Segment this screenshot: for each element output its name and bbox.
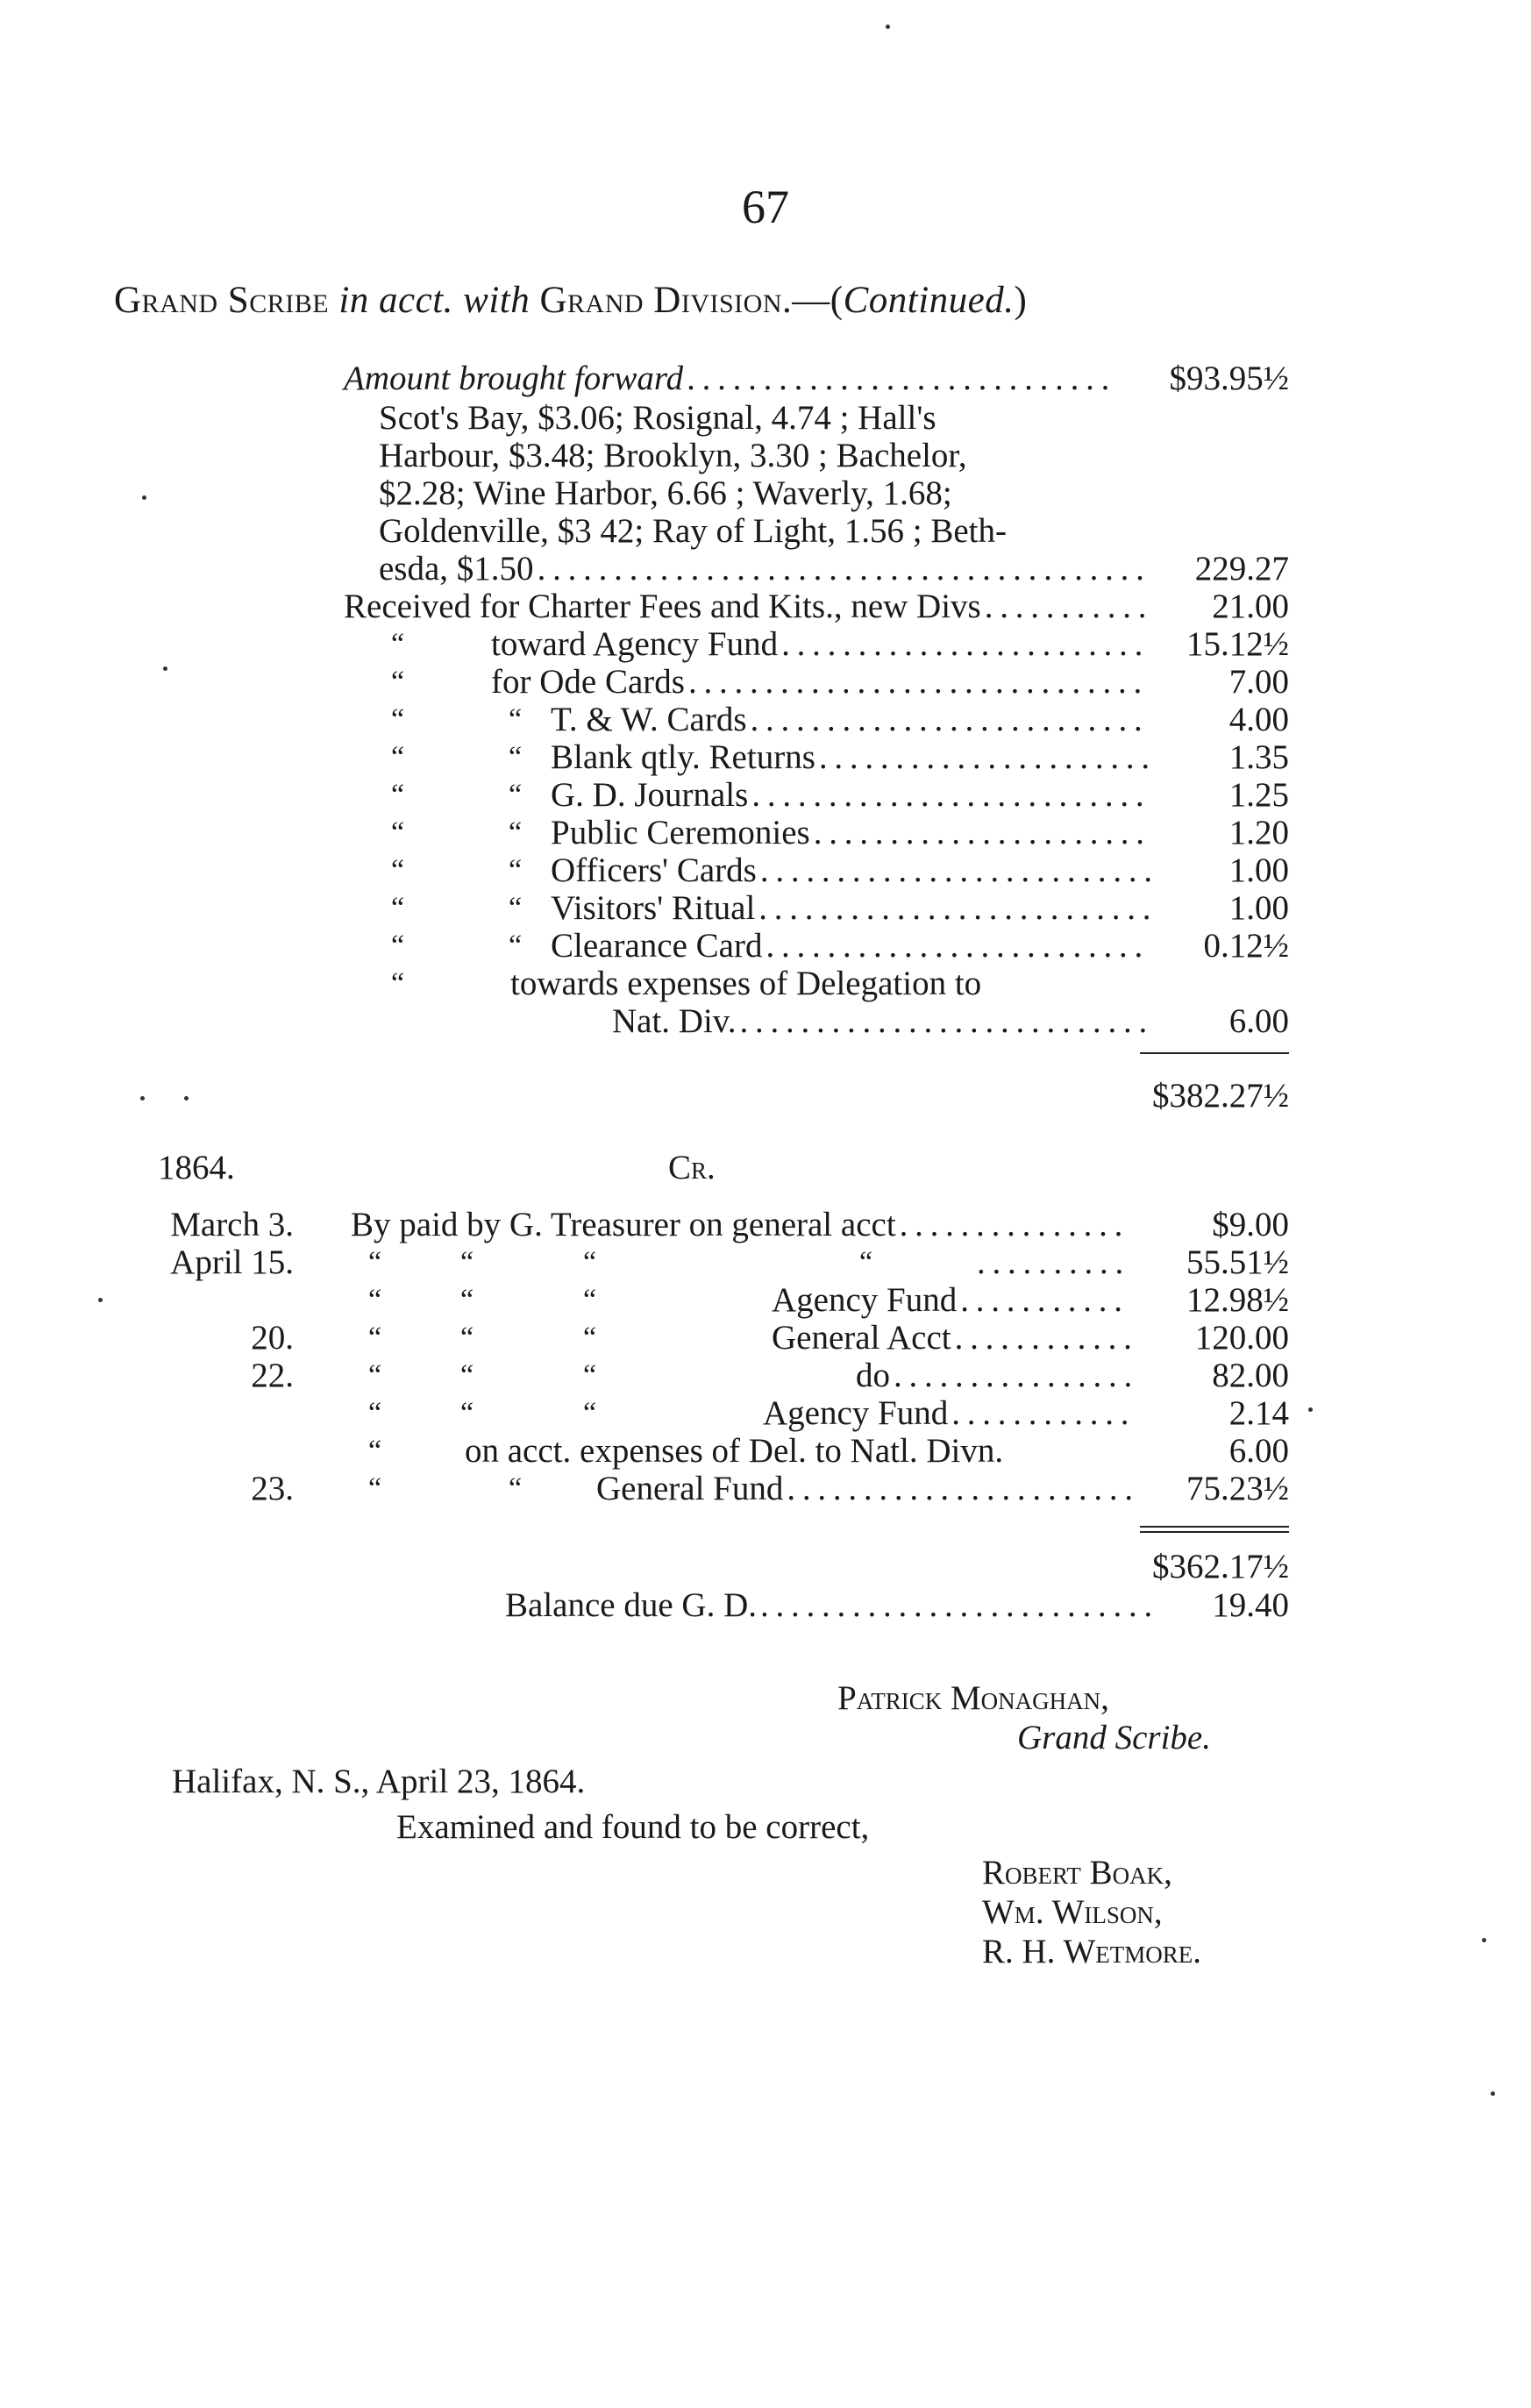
ditto-mark: “ xyxy=(391,854,405,887)
receipt-item-label: Blank qtly. Returns xyxy=(551,738,815,776)
receipt-item-label: Officers' Cards xyxy=(551,851,757,889)
ditto-mark: “ xyxy=(391,779,405,811)
receipt-item-label: toward Agency Fund xyxy=(491,625,779,663)
inner-ditto-mark: “ xyxy=(509,892,523,924)
ditto-mark: “ xyxy=(368,1246,382,1279)
ditto-mark: “ xyxy=(460,1322,474,1354)
scan-speck xyxy=(886,25,890,29)
ditto-mark: “ xyxy=(368,1435,382,1467)
receipt-item-amount: 1.20 xyxy=(1228,814,1289,851)
receipt-item-label: Public Ceremonies xyxy=(551,814,810,851)
ditto-mark: “ xyxy=(391,930,405,962)
receipt-item-amount: 0.12½ xyxy=(1203,927,1289,965)
credit-description: General Acct xyxy=(772,1319,951,1357)
credit-row xyxy=(0,1206,1531,1244)
place-date: Halifax, N. S., April 23, 1864. xyxy=(172,1763,586,1800)
examined-statement: Examined and found to be correct, xyxy=(396,1808,870,1846)
ditto-mark: “ xyxy=(460,1397,474,1429)
scan-speck xyxy=(1491,2091,1495,2096)
receipt-item-amount: 1.00 xyxy=(1228,889,1289,927)
receipt-item-row xyxy=(0,851,1531,890)
credit-description: By paid by G. Treasurer on general acct xyxy=(351,1206,896,1243)
ditto-mark: “ xyxy=(583,1397,597,1429)
credit-amount: 55.51½ xyxy=(1186,1243,1289,1281)
credit-row xyxy=(0,1319,1531,1357)
inner-ditto-mark: “ xyxy=(509,779,523,811)
credit-description: on acct. expenses of Del. to Natl. Divn. xyxy=(465,1432,1004,1470)
divisions-line-1: Scot's Bay, $3.06; Rosignal, 4.74 ; Hall's xyxy=(379,399,936,437)
ditto-mark: “ xyxy=(583,1359,597,1392)
divisions-line-2: Harbour, $3.48; Brooklyn, 3.30 ; Bachelor, xyxy=(379,437,967,474)
ditto-mark: “ xyxy=(368,1397,382,1429)
auditor-1: Robert Boak, xyxy=(982,1854,1172,1891)
credit-date: 23. xyxy=(251,1470,294,1507)
auditor-2: Wm. Wilson, xyxy=(982,1893,1163,1931)
signatory-name: Patrick Monaghan, xyxy=(837,1679,1109,1717)
delegation-row-2 xyxy=(0,1002,1531,1041)
ditto-mark: “ xyxy=(391,741,405,773)
credit-amount: 120.00 xyxy=(1194,1319,1289,1357)
receipt-item-label: T. & W. Cards xyxy=(551,701,747,738)
delegation-line-1: towards expenses of Delegation to xyxy=(510,965,982,1002)
credit-amount: 82.00 xyxy=(1212,1357,1289,1394)
credits-total-rule-2 xyxy=(1140,1531,1289,1533)
balance-amount: 19.40 xyxy=(1212,1586,1289,1624)
divisions-total-row xyxy=(0,550,1531,588)
credit-amount: 75.23½ xyxy=(1186,1470,1289,1507)
heading-in-acct-with: in acct. with xyxy=(338,280,531,321)
credit-description: Agency Fund xyxy=(772,1281,958,1319)
credit-row xyxy=(0,1357,1531,1395)
inner-ditto-mark: “ xyxy=(509,703,523,736)
delegation-row-1 xyxy=(0,965,1531,1003)
ditto-mark: “ xyxy=(460,1246,474,1279)
inner-ditto-mark: “ xyxy=(509,854,523,887)
credit-description: do xyxy=(856,1357,890,1394)
receipt-item-amount: 1.00 xyxy=(1228,851,1289,889)
inner-ditto-mark: “ xyxy=(509,930,523,962)
credit-amount: 12.98½ xyxy=(1186,1281,1289,1319)
divisions-amount: 229.27 xyxy=(1194,550,1289,588)
divisions-last: esda, $1.50 xyxy=(379,550,534,588)
ditto-mark: “ xyxy=(368,1322,382,1354)
ditto-mark: “ xyxy=(391,703,405,736)
credit-row xyxy=(0,1432,1531,1471)
balance-label: Balance due G. D. xyxy=(505,1586,757,1624)
credits-total-row xyxy=(0,1548,1531,1586)
receipts-total-rule xyxy=(1140,1052,1289,1054)
scan-speck xyxy=(98,1298,103,1302)
receipt-item-amount: 1.35 xyxy=(1228,738,1289,776)
heading-dash: —( xyxy=(792,280,844,321)
charter-amount: 21.00 xyxy=(1212,588,1289,625)
receipt-item-label: for Ode Cards xyxy=(491,663,685,701)
credit-amount: 6.00 xyxy=(1228,1432,1289,1470)
credit-date: March 3. xyxy=(170,1206,294,1243)
cr-label: Cr. xyxy=(668,1149,716,1186)
scan-speck xyxy=(140,1096,145,1101)
scan-speck xyxy=(1482,1938,1486,1942)
receipt-item-amount: 4.00 xyxy=(1228,701,1289,738)
inner-ditto-mark: “ xyxy=(509,816,523,849)
receipts-total: $382.27½ xyxy=(1152,1077,1289,1115)
inner-ditto-mark: “ xyxy=(509,741,523,773)
ditto-mark: “ xyxy=(583,1322,597,1354)
ditto-mark: “ xyxy=(859,1246,873,1279)
scan-speck xyxy=(142,495,146,500)
ditto-mark: “ xyxy=(368,1472,382,1505)
scan-speck xyxy=(184,1096,189,1101)
delegation-amount: 6.00 xyxy=(1228,1002,1289,1040)
charter-label: Received for Charter Fees and Kits., new Divs xyxy=(344,588,981,625)
divisions-line-4: Goldenville, $3 42; Ray of Light, 1.56 ; Beth- xyxy=(379,512,1007,550)
receipt-item-label: Clearance Card xyxy=(551,927,763,965)
receipt-item-row xyxy=(0,889,1531,928)
credit-row xyxy=(0,1281,1531,1320)
receipt-item-label: G. D. Journals xyxy=(551,776,749,814)
ditto-mark: “ xyxy=(460,1359,474,1392)
balance-row xyxy=(0,1586,1531,1625)
charter-fees-row xyxy=(0,588,1531,626)
credit-row xyxy=(0,1394,1531,1433)
ditto-mark: “ xyxy=(391,628,405,660)
ditto-mark: “ xyxy=(583,1284,597,1316)
receipt-item-amount: 1.25 xyxy=(1228,776,1289,814)
credits-total-rule-1 xyxy=(1140,1526,1289,1528)
brought-forward-label: Amount brought forward xyxy=(344,360,684,397)
credit-amount: 2.14 xyxy=(1228,1394,1289,1432)
credit-amount: $9.00 xyxy=(1212,1206,1289,1243)
receipt-item-row xyxy=(0,776,1531,815)
receipt-item-row xyxy=(0,738,1531,777)
ditto-mark: “ xyxy=(509,1472,523,1505)
ditto-mark: “ xyxy=(391,816,405,849)
credit-row xyxy=(0,1243,1531,1282)
heading-grand-scribe: Grand Scribe xyxy=(114,280,330,321)
credit-row xyxy=(0,1470,1531,1508)
receipt-item-amount: 7.00 xyxy=(1228,663,1289,701)
receipt-item-label: Visitors' Ritual xyxy=(551,889,756,927)
ditto-mark: “ xyxy=(583,1246,597,1279)
receipt-item-amount: 15.12½ xyxy=(1186,625,1289,663)
receipts-total-row xyxy=(0,1077,1531,1115)
ditto-mark: “ xyxy=(391,892,405,924)
ditto-mark: “ xyxy=(460,1284,474,1316)
credit-year: 1864. xyxy=(158,1149,235,1186)
credit-date: April 15. xyxy=(170,1243,294,1281)
scan-speck xyxy=(1308,1407,1313,1412)
credit-description: Agency Fund xyxy=(763,1394,949,1432)
ditto-mark: “ xyxy=(368,1284,382,1316)
credit-date: 22. xyxy=(251,1357,294,1394)
delegation-line-2: Nat. Div. xyxy=(612,1002,737,1040)
ditto-mark: “ xyxy=(368,1359,382,1392)
credits-total: $362.17½ xyxy=(1152,1548,1289,1585)
scan-speck xyxy=(163,666,167,671)
receipt-item-row xyxy=(0,625,1531,664)
receipt-item-row xyxy=(0,927,1531,965)
receipt-item-row xyxy=(0,663,1531,702)
account-heading xyxy=(114,279,1027,322)
heading-grand-division: Grand Division. xyxy=(539,280,793,321)
auditor-3: R. H. Wetmore. xyxy=(982,1933,1202,1970)
receipt-item-row xyxy=(0,701,1531,739)
receipt-item-row xyxy=(0,814,1531,852)
signatory-title: Grand Scribe. xyxy=(1017,1719,1211,1756)
heading-close-paren: ) xyxy=(1014,280,1028,321)
page-number: 67 xyxy=(742,181,789,233)
credit-description: General Fund xyxy=(596,1470,784,1507)
ditto-mark: “ xyxy=(391,666,405,698)
credit-date: 20. xyxy=(251,1319,294,1357)
brought-forward-row xyxy=(0,360,1531,398)
brought-forward-amount: $93.95½ xyxy=(1169,360,1289,397)
divisions-line-3: $2.28; Wine Harbor, 6.66 ; Waverly, 1.68; xyxy=(379,474,952,512)
heading-continued: Continued. xyxy=(843,280,1015,321)
ditto-mark: “ xyxy=(391,967,405,1000)
